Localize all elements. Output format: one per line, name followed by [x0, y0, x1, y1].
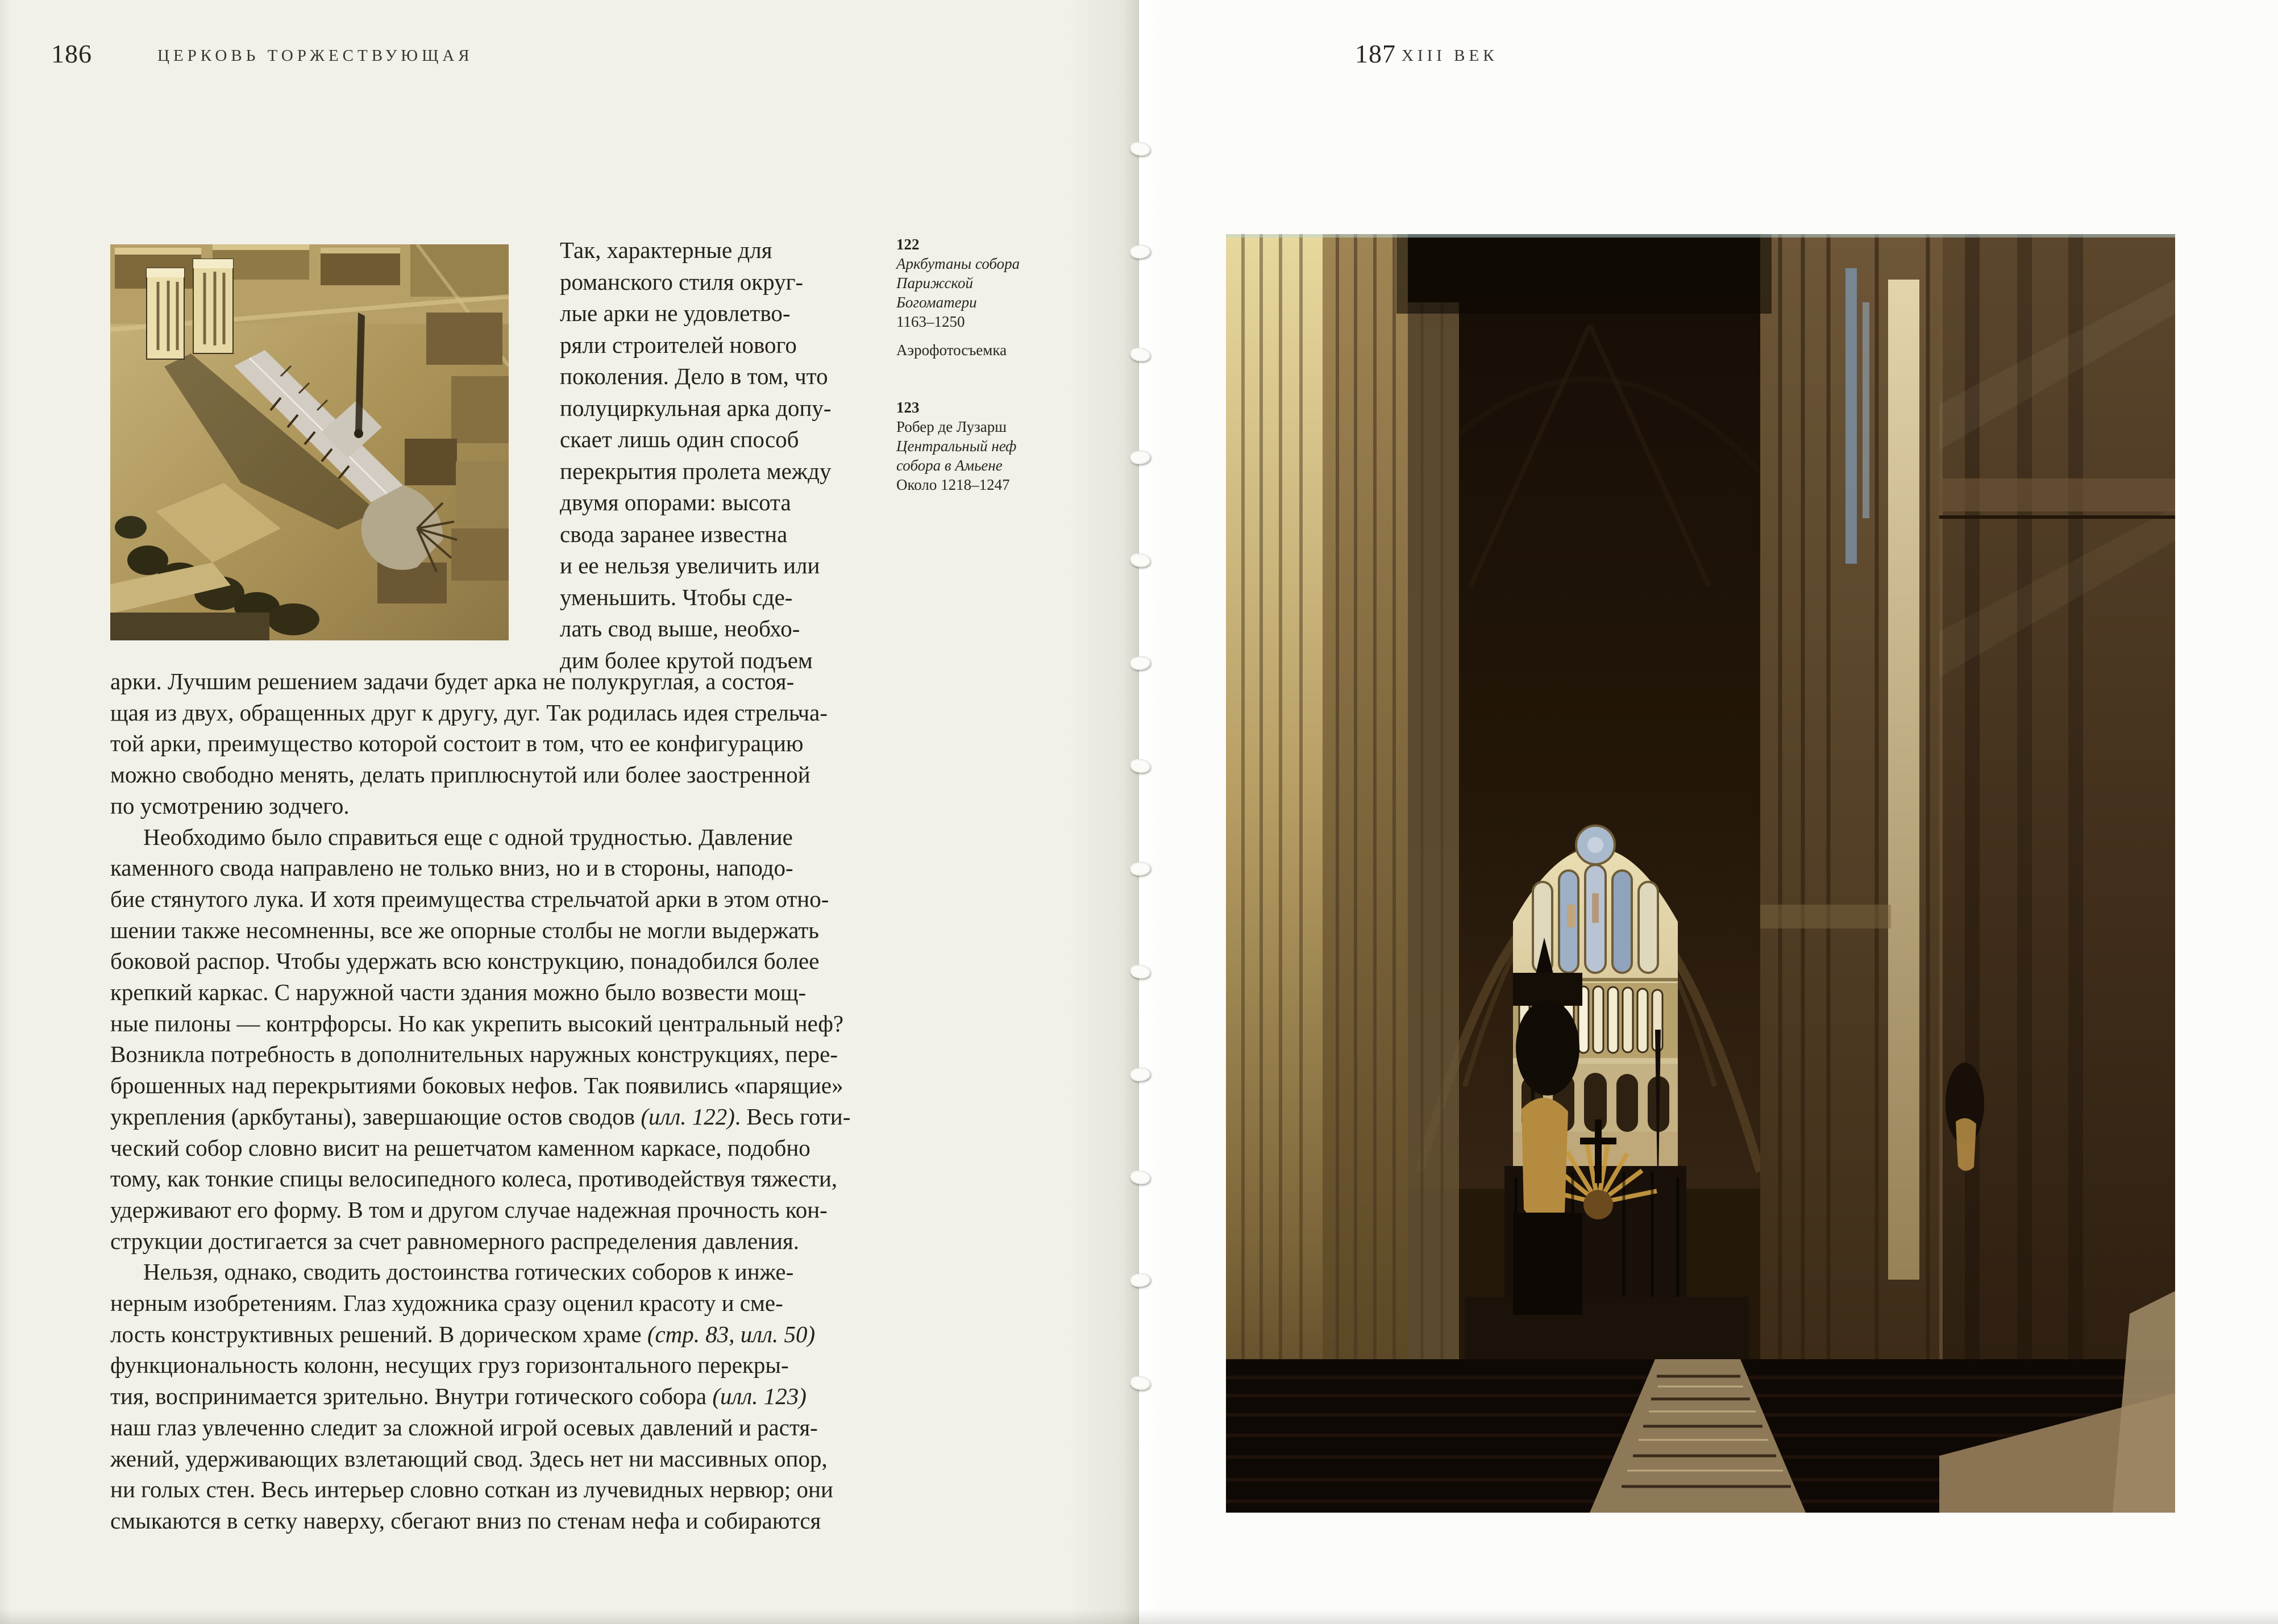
- figure-123-interior-photo: [1226, 234, 2175, 1513]
- text-line: по усмотрению зодчего.: [110, 792, 350, 819]
- text-line: арки. Лучшим решением задачи будет арка не полукруглая, а состоя-: [110, 668, 795, 694]
- text-line: поколения. Дело в том, что: [560, 363, 828, 389]
- text-line: Парижской: [896, 274, 974, 292]
- text-line: бие стянутого лука. И хотя преимущества стрельчатой арки в этом отно-: [110, 885, 829, 912]
- text-line: ряли строителей нового: [560, 331, 797, 358]
- text-line: перекрытия пролета между: [560, 457, 832, 484]
- text-line: тия, воспринимается зрительно. Внутри готического собора (илл. 123): [110, 1383, 807, 1410]
- text-line: скает лишь один способ: [560, 426, 799, 452]
- nave-column-text: [560, 235, 832, 676]
- text-line: и ее нельзя увеличить или: [560, 552, 820, 578]
- text-line: смыкаются в сетку наверху, сбегают вниз по стенам нефа и собираются: [110, 1507, 821, 1534]
- figure-122-aerial-photo: [110, 244, 509, 640]
- text-line: укрепления (аркбутаны), завершающие остов сводов (илл. 122). Весь готи-: [110, 1103, 851, 1130]
- text-line: Аркбутаны собора: [896, 255, 1020, 272]
- text-line: романского стиля округ-: [560, 268, 804, 295]
- text-line: струкции достигается за счет равномерного распределения давления.: [110, 1227, 800, 1254]
- scan-bottom-edge-shadow: [0, 1609, 2278, 1624]
- text-line: наш глаз увлеченно следит за сложной игрой осевых давлений и растя-: [110, 1414, 818, 1440]
- figure-number: 122: [896, 236, 920, 253]
- text-line: щая из двух, обращенных друг к другу, дуг. Так родилась идея стрельча-: [110, 699, 828, 726]
- figure-credit: Аэрофотосъемка: [896, 342, 1007, 359]
- page-number-right: 187: [1355, 39, 1396, 68]
- text-line: тому, как тонкие спицы велосипедного колеса, противодействуя тяжести,: [110, 1165, 838, 1192]
- body-text: [110, 666, 850, 1536]
- text-line: функциональность колонн, несущих груз горизонтального перекры-: [110, 1352, 789, 1379]
- figure-author: Робер де Лузарш: [896, 418, 1007, 435]
- text-line: шении также несомненны, все же опорные столбы не могли выдержать: [110, 917, 819, 943]
- figure-title: [896, 436, 1084, 475]
- text-line: двумя опорами: высота: [560, 489, 791, 515]
- text-line: нерным изобретениям. Глаз художника сразу оценил красоту и сме-: [110, 1290, 783, 1317]
- text-line: Возникла потребность в дополнительных наружных конструкциях, пере-: [110, 1041, 838, 1068]
- text-line: той арки, преимущество которой состоит в том, что ее конфигурацию: [110, 730, 804, 757]
- text-line: лать свод выше, необхо-: [560, 615, 800, 642]
- text-line: полуциркульная арка допу-: [560, 394, 832, 421]
- text-line: Так, характерные для: [560, 237, 772, 263]
- text-line: каменного свода направлено не только вниз, но и в стороны, наподо-: [110, 855, 793, 881]
- text-line: ные пилоны — контрфорсы. Но как укрепить высокий центральный неф?: [110, 1010, 844, 1036]
- text-line: ни голых стен. Весь интерьер словно соткан из лучевидных нервюр; они: [110, 1476, 833, 1503]
- text-line: Нельзя, однако, сводить достоинства готических соборов к инже-: [143, 1259, 794, 1285]
- text-line: лость конструктивных решений. В дорическом храме (стр. 83, илл. 50): [110, 1321, 816, 1347]
- text-line: брошенных над перекрытиями боковых нефов. Так появились «парящие»: [110, 1072, 843, 1099]
- text-line: уменьшить. Чтобы сде-: [560, 584, 793, 610]
- text-line: Необходимо было справиться еще с одной трудностью. Давление: [143, 823, 793, 850]
- figure-title: [896, 254, 1084, 312]
- text-line: Богоматери: [896, 294, 977, 311]
- text-line: удерживают его форму. В том и другом случае надежная прочность кон-: [110, 1196, 828, 1223]
- text-line: дим более крутой подъем: [560, 647, 813, 673]
- figure-date: 1163–1250: [896, 313, 965, 330]
- text-line: лые арки не удовлетво-: [560, 300, 791, 326]
- running-title-left: ЦЕРКОВЬ ТОРЖЕСТВУЮЩАЯ: [157, 47, 473, 65]
- right-page: [1139, 0, 2278, 1624]
- text-line: боковой распор. Чтобы удержать всю конструкцию, понадобился более: [110, 948, 820, 975]
- caption-figure-122: [896, 235, 1084, 360]
- text-line: можно свободно менять, делать приплюснутой или более заостренной: [110, 761, 810, 788]
- text-line: свода заранее известна: [560, 520, 788, 547]
- caption-figure-123: [896, 398, 1084, 494]
- text-line: собора в Амьене: [896, 457, 1003, 474]
- figure-number: 123: [896, 399, 920, 416]
- page-number-left: 186: [51, 39, 92, 68]
- text-line: жений, удерживающих взлетающий свод. Здесь нет ни массивных опор,: [110, 1445, 828, 1472]
- running-title-right: XIII ВЕК: [1402, 47, 1498, 65]
- text-line: ческий собор словно висит на решетчатом каменном каркасе, подобно: [110, 1134, 810, 1161]
- text-line: крепкий каркас. С наружной части здания можно было возвести мощ-: [110, 979, 807, 1006]
- figure-date: Около 1218–1247: [896, 476, 1010, 493]
- text-line: Центральный неф: [896, 438, 1017, 455]
